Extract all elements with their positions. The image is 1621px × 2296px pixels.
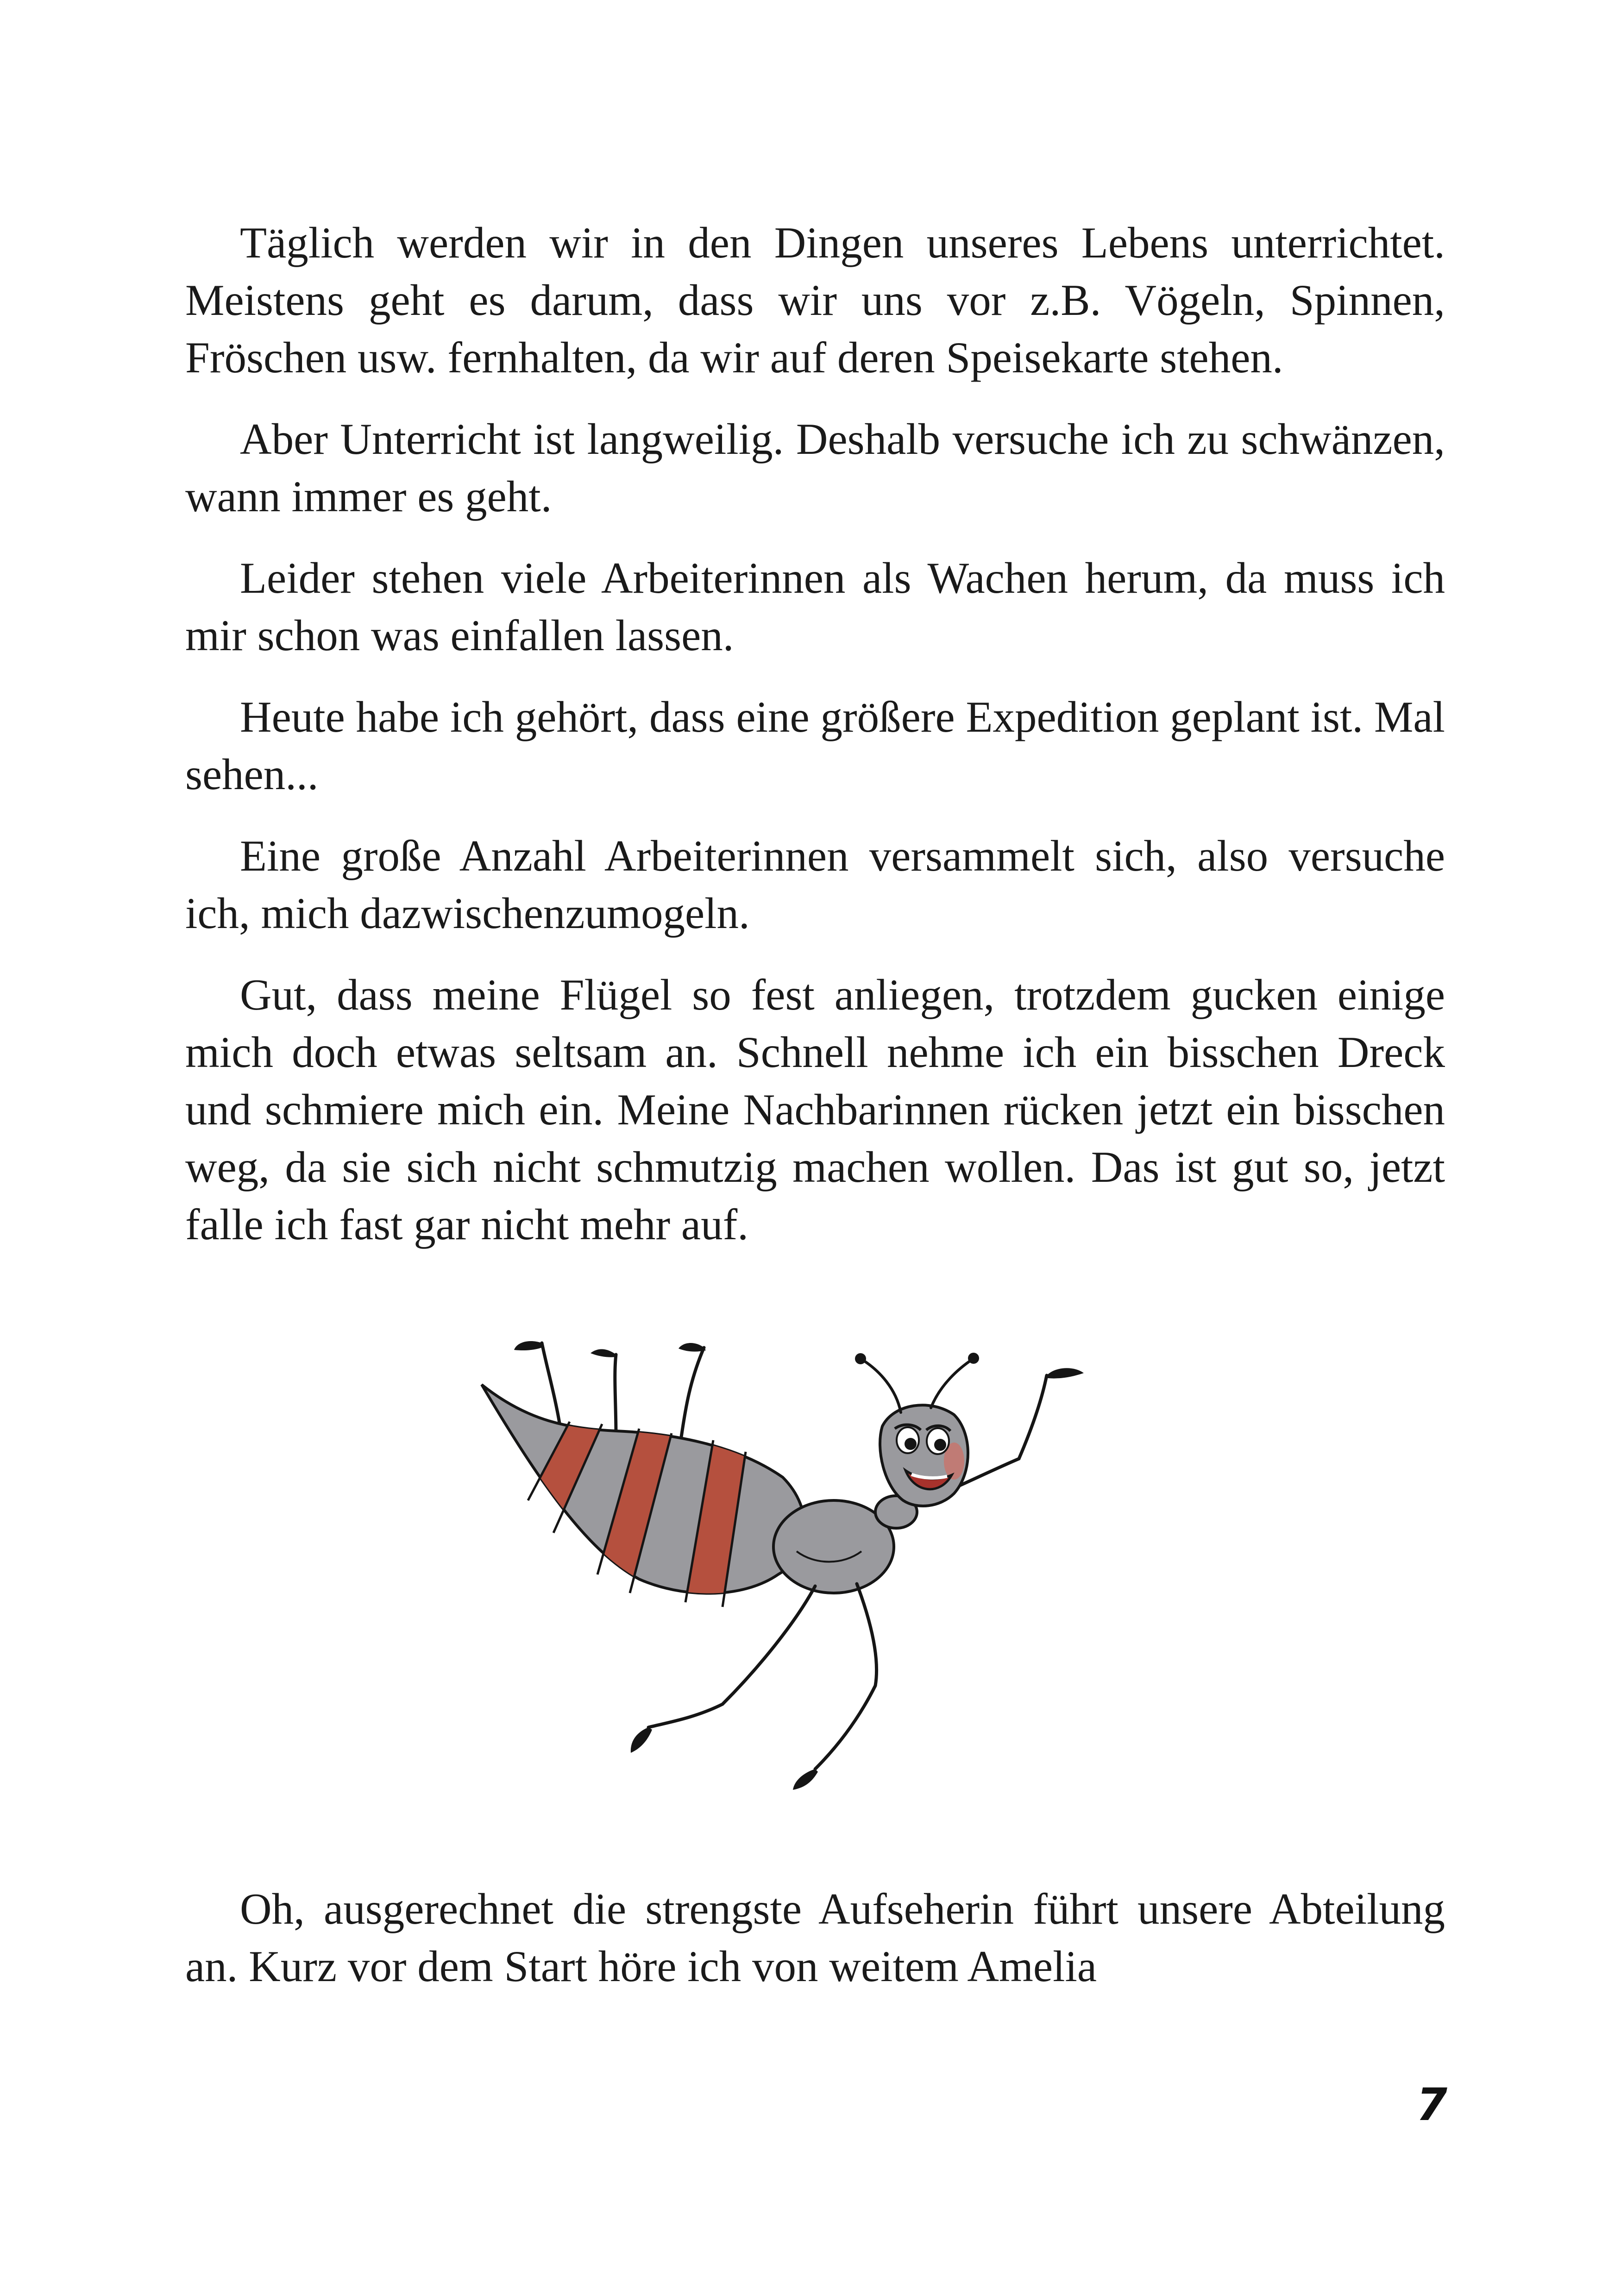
paragraph-2: Aber Unterricht ist langweilig. Deshalb versuche ich zu schwänzen, wann immer es geht. — [185, 414, 1445, 521]
paragraph-7: Oh, ausgerechnet die strengste Aufseherin führt unsere Abteilung an. Kurz vor dem Start höre ich von weitem Amelia — [185, 1884, 1445, 1991]
story-text-bottom — [185, 1880, 1445, 1995]
paragraph-4: Heute habe ich gehört, dass eine größere Expedition geplant ist. Mal sehen... — [185, 692, 1445, 799]
ant-illustration-icon — [463, 1334, 1149, 1871]
paragraph-3: Leider stehen viele Arbeiterinnen als Wachen herum, da muss ich mir schon was einfallen lassen. — [185, 553, 1445, 660]
paragraph-1: Täglich werden wir in den Dingen unseres Lebens unterrichtet. Meistens geht es darum, dass wir uns vor z.B. Vögeln, Spinnen, Fröschen usw. fernhalten, da wir auf deren Speisekarte stehen. — [185, 218, 1445, 382]
page-number: 7 — [1416, 2079, 1447, 2131]
paragraph-6: Gut, dass meine Flügel so fest anliegen, trotzdem gucken einige mich doch etwas seltsam an. Schnell nehme ich ein bisschen Dreck und schmiere mich ein. Meine Nachbarinnen rücken jetzt ein bisschen weg, da sie sich nicht schmutzig machen wollen. Das ist gut so, jetzt falle ich fast gar nicht mehr auf. — [185, 970, 1445, 1249]
story-text-top — [185, 214, 1445, 1277]
paragraph-5: Eine große Anzahl Arbeiterinnen versammelt sich, also versuche ich, mich dazwischenzumogeln. — [185, 831, 1445, 938]
